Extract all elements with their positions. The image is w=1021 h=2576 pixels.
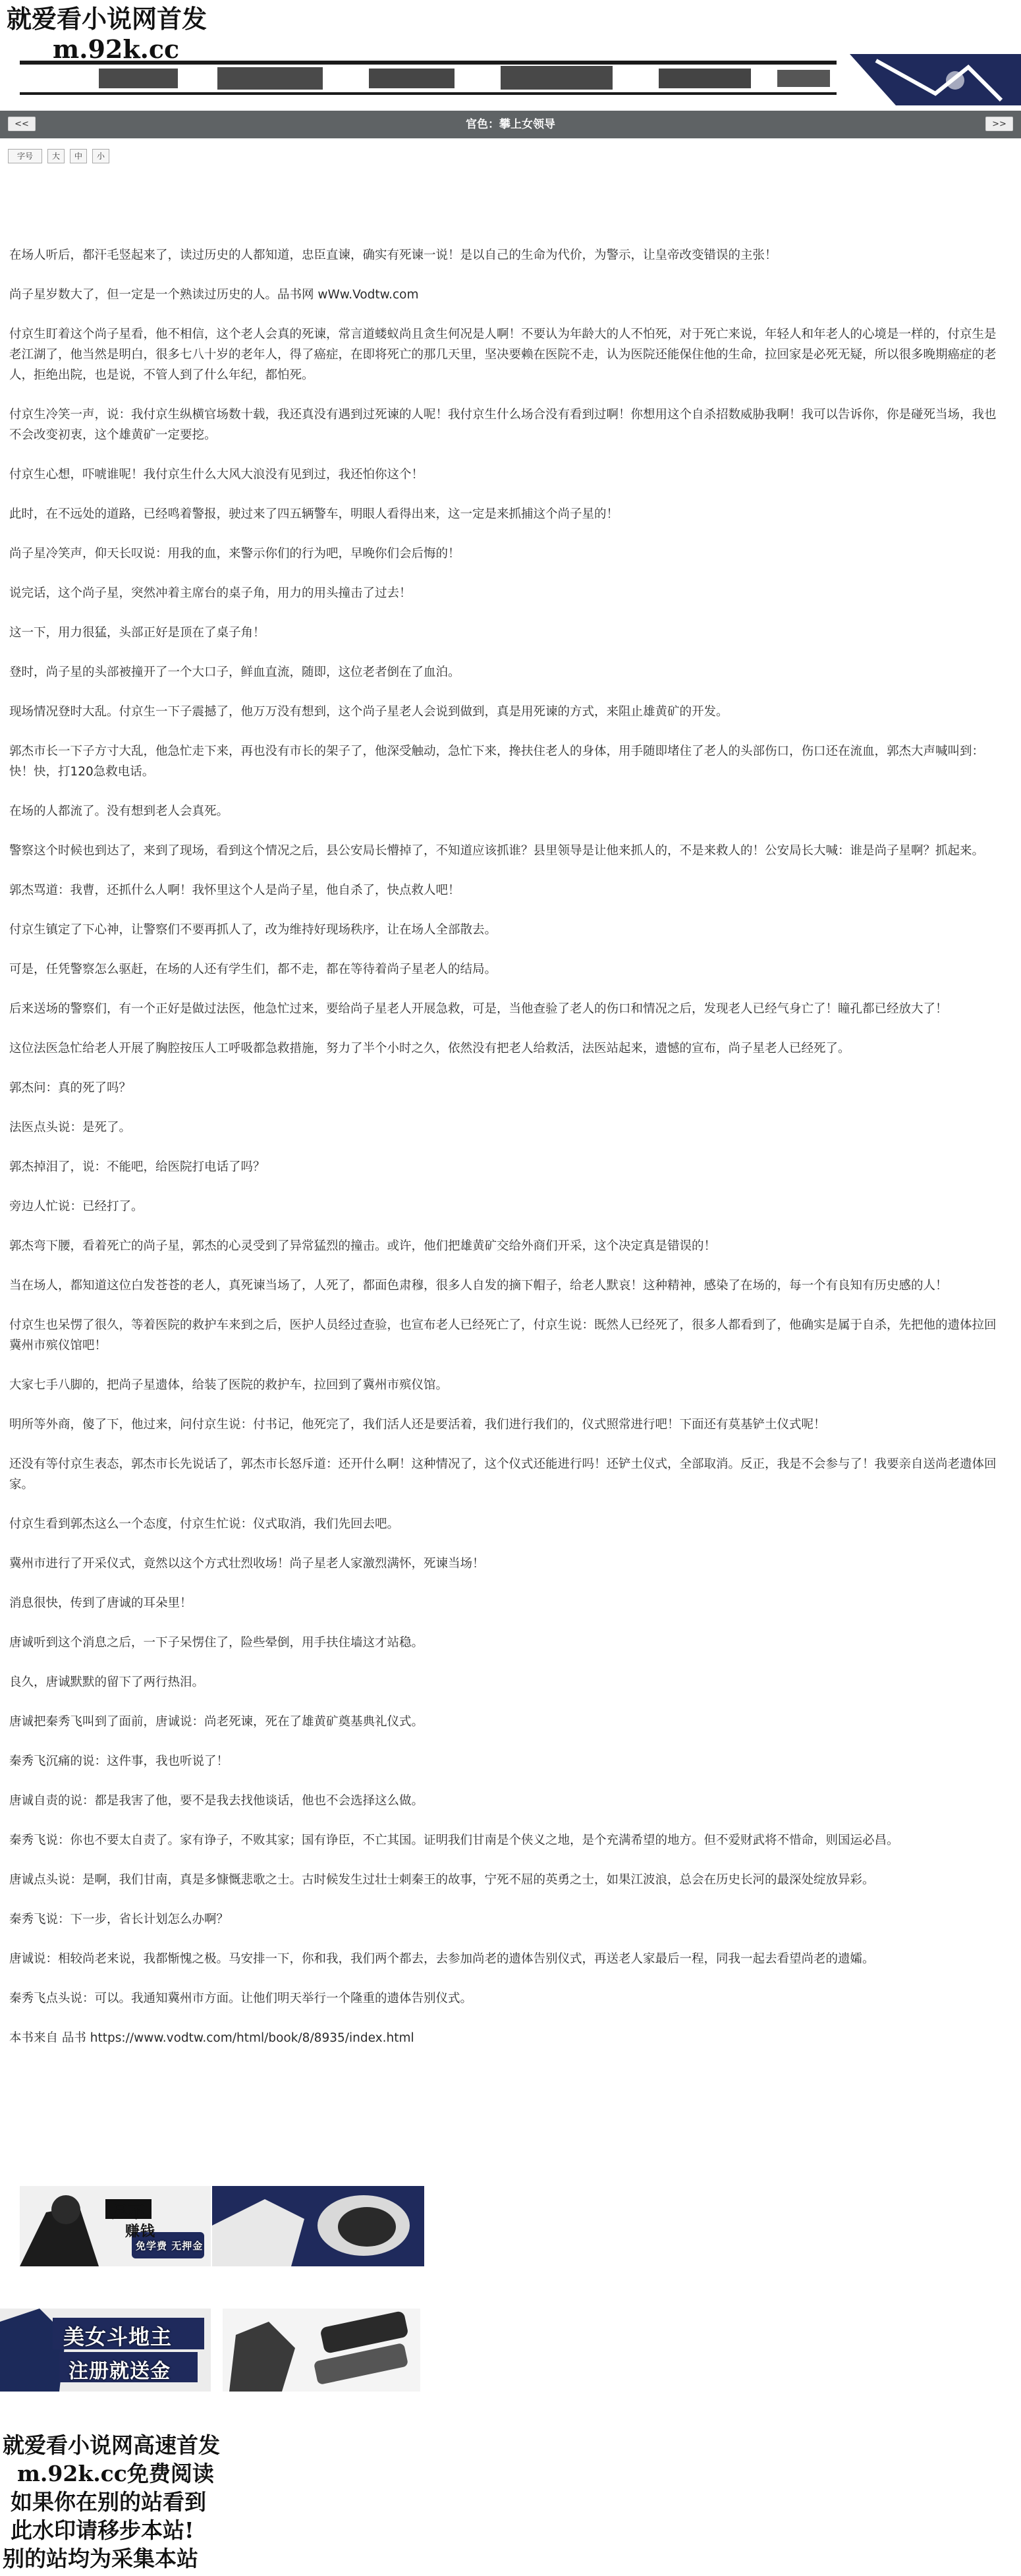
paragraph: 说完话，这个尚子星，突然冲着主席台的桌子角，用力的用头撞击了过去！ (9, 586, 412, 600)
paragraph: 这位法医急忙给老人开展了胸腔按压人工呼吸都急救措施，努力了半个小时之久，依然没有把老人给救活，法医站起来，遗憾的宣布，尚子星老人已经死了。 (9, 1042, 850, 1055)
watermark-bottom (3, 2431, 220, 2573)
paragraph: 当在场人，都知道这位白发苍苍的老人，真死谏当场了，人死了，都面色肃穆，很多人自发的摘下帽子，给老人默哀！这种精神，感染了在场的，每一个有良知有历史感的人！ (9, 1279, 948, 1293)
paragraph: 后来送场的警察们，有一个正好是做过法医，他急忙过来，要给尚子星老人开展急救，可是，当他查验了老人的伤口和情况之后，发现老人已经气身亡了！瞳孔都已经放大了！ (9, 1002, 948, 1016)
paragraph: 郭杰市长一下子方寸大乱，他急忙走下来，再也没有市长的架子了，他深受触动，急忙下来，搀扶住老人的身体，用手随即堵住了老人的头部伤口，伤口还在流血，郭杰大声喊叫到：快！快，打120急救电话。 (9, 744, 985, 779)
watermark-bottom-line: 此水印请移步本站! (11, 2517, 194, 2543)
ad-3-caption-1: 美女斗地主 (63, 2324, 173, 2349)
paragraph: 明所等外商，傻了下，他过来，问付京生说：付书记，他死完了，我们活人还是要活着，我们进行我们的，仪式照常进行吧！下面还有莫基铲土仪式呢！ (9, 1418, 826, 1432)
paragraph: 在场人听后，都汗毛竖起来了，读过历史的人都知道，忠臣直谏，确实有死谏一说！是以自己的生命为代价，为警示，让皇帝改变错误的主张！ (9, 248, 777, 262)
chapter-title: 官色：攀上女领导 (466, 118, 555, 131)
paragraph: 付京生看到郭杰这么一个态度，付京生忙说：仪式取消，我们先回去吧。 (9, 1517, 400, 1531)
paragraph: 郭杰掉泪了，说：不能吧，给医院打电话了吗？ (9, 1160, 265, 1174)
paragraph: 大家七手八脚的，把尚子星遗体，给装了医院的救护车，拉回到了冀州市殡仪馆。 (9, 1378, 449, 1392)
watermark-bottom-line: 如果你在别的站看到 (11, 2489, 206, 2515)
paragraph: 法医点头说：是死了。 (9, 1121, 132, 1134)
paragraph: 秦秀飞沉痛的说：这件事，我也听说了！ (9, 1754, 229, 1768)
paragraph: 付京生也呆愣了很久，等着医院的救护车来到之后，医护人员经过查验，也宣布老人已经死亡了，付京生说：既然人已经死了，很多人都看到了，他确实是属于自杀，先把他的遗体拉回冀州市殡仪馆吧！ (9, 1318, 997, 1353)
paragraph: 可是，任凭警察怎么驱赶，在场的人还有学生们，都不走，都在等待着尚子星老人的结局。 (9, 963, 497, 976)
ad-banner-1[interactable] (20, 2186, 211, 2266)
paragraph: 秦秀飞点头说：可以。我通知冀州市方面。让他们明天举行一个隆重的遗体告别仪式。 (9, 1992, 473, 2005)
watermark-top-line2: m.92k.cc (53, 34, 180, 64)
paragraph: 郭杰骂道：我曹，还抓什么人啊！我怀里这个人是尚子星，他自杀了，快点救人吧！ (9, 883, 460, 897)
ad-3-caption-2: 注册就送金 (69, 2360, 171, 2383)
watermark-bottom-line: 别的站均为采集本站 (3, 2546, 198, 2571)
paragraph: 唐诚点头说：是啊，我们甘南，真是多慷慨悲歌之士。古时候发生过壮士刺秦王的故事，宁死不屈的英勇之士，如果江波浪，总会在历史长河的最深处绽放异彩。 (9, 1873, 875, 1887)
ad-banner-2[interactable] (212, 2186, 424, 2266)
paragraph: 秦秀飞说：下一步，省长计划怎么办啊？ (9, 1913, 229, 1926)
paragraph: 这一下，用力很猛，头部正好是顶在了桌子角！ (9, 626, 265, 640)
next-chapter-button[interactable]: >> (985, 117, 1013, 131)
font-large-button[interactable]: 大 (47, 149, 65, 163)
paragraph: 郭杰问：真的死了吗？ (9, 1081, 132, 1095)
paragraph: 尚子星岁数大了，但一定是一个熟读过历史的人。品书网 wWw.Vodtw.com (9, 288, 419, 302)
prev-chapter-button[interactable]: << (8, 117, 36, 131)
paragraph: 付京生心想，吓唬谁呢！我付京生什么大风大浪没有见到过，我还怕你这个！ (9, 468, 424, 482)
paragraph: 警察这个时候也到达了，来到了现场，看到这个情况之后，县公安局长懵掉了，不知道应该抓谁？县里领导是让他来抓人的，不是来救人的！公安局长大喊：谁是尚子星啊？抓起来。 (9, 844, 985, 858)
paragraph: 此时，在不远处的道路，已经鸣着警报，驶过来了四五辆警车，明眼人看得出来，这一定是来抓捕这个尚子星的！ (9, 507, 619, 521)
paragraph: 登时，尚子星的头部被撞开了一个大口子，鲜血直流，随即，这位老者倒在了血泊。 (9, 665, 460, 679)
paragraph: 良久，唐诚默默的留下了两行热泪。 (9, 1675, 205, 1689)
paragraph: 冀州市进行了开采仪式，竟然以这个方式壮烈收场！尚子星老人家激烈满怀，死谏当场！ (9, 1557, 485, 1571)
font-medium-button[interactable]: 中 (70, 149, 87, 163)
paragraph: 现场情况登时大乱。付京生一下子震撼了，他万万没有想到，这个尚子星老人会说到做到，真是用死谏的方式，来阻止雄黄矿的开发。 (9, 705, 729, 719)
chapter-content (9, 245, 1008, 2067)
ad-1-caption-2: 赚钱 (125, 2223, 156, 2240)
ad-1-graphic (20, 2186, 211, 2266)
font-size-label-button[interactable]: 字号 (8, 149, 42, 163)
paragraph: 付京生盯着这个尚子星看，他不相信，这个老人会真的死谏，常言道蝼蚁尚且贪生何况是人啊！不要认为年龄大的人不怕死，对于死亡来说，年轻人和年老人的心境是一样的，付京生是老江湖了，他当然是明白，很多七八十岁的老年人，得了癌症，在即将死亡的那几天里，坚决要赖在医院不走，认为医院还能保住他的生命，拉回家是必死无疑，所以很多晚期癌症的老人，拒绝出院，也是说，不管人到了什么年纪，都怕死。 (9, 327, 997, 382)
paragraph: 郭杰弯下腰，看着死亡的尚子星，郭杰的心灵受到了异常猛烈的撞击。或许，他们把雄黄矿交给外商们开采，这个决定真是错误的！ (9, 1239, 717, 1253)
chapter-title-bar (0, 111, 1021, 138)
paragraph: 唐诚说：相较尚老来说，我都惭愧之极。马安排一下，你和我，我们两个都去，去参加尚老的遗体告别仪式，再送老人家最后一程，同我一起去看望尚老的遗孀。 (9, 1952, 875, 1966)
paragraph: 尚子星冷笑声，仰天长叹说：用我的血，来警示你们的行为吧，早晚你们会后悔的！ (9, 547, 460, 561)
ad-2-graphic (212, 2186, 424, 2266)
source-link[interactable]: 本书来自 品书 https://www.vodtw.com/html/book/8/8935/index.html (9, 2031, 414, 2045)
paragraph: 消息很快，传到了唐诚的耳朵里！ (9, 1596, 192, 1610)
paragraph: 付京生冷笑一声，说：我付京生纵横官场数十载，我还真没有遇到过死谏的人呢！我付京生什么场合没有看到过啊！你想用这个自杀招数威胁我啊！我可以告诉你，你是碰死当场，我也不会改变初衷，这个雄黄矿一定要挖。 (9, 408, 997, 442)
paragraph: 唐诚自责的说：都是我害了他，要不是我去找他谈话，他也不会选择这么做。 (9, 1794, 424, 1808)
ad-banner-3[interactable] (0, 2309, 211, 2392)
watermark-bottom-line: 就爱看小说网高速首发 (3, 2432, 220, 2458)
ad-banner-4[interactable] (223, 2309, 420, 2392)
font-small-button[interactable]: 小 (92, 149, 109, 163)
paragraph: 唐诚把秦秀飞叫到了面前，唐诚说：尚老死谏，死在了雄黄矿奠基典礼仪式。 (9, 1715, 424, 1729)
watermark-bottom-line: m.92k.cc免费阅读 (17, 2461, 214, 2486)
ad-1-caption-3: 免学费 无押金 (136, 2240, 204, 2252)
paragraph: 还没有等付京生表态，郭杰市长先说话了，郭杰市长怒斥道：还开什么啊！这种情况了，这个仪式还能进行吗！还铲土仪式，全部取消。反正，我是不会参与了！我要亲自送尚老遗体回家。 (9, 1457, 997, 1492)
paragraph: 旁边人忙说：已经打了。 (9, 1200, 144, 1214)
ad-4-graphic (223, 2309, 420, 2392)
watermark-top-line1: 就爱看小说网首发 (7, 4, 207, 34)
watermark-top (7, 4, 207, 65)
paragraph: 唐诚听到这个消息之后，一下子呆愣住了，险些晕倒，用手扶住墙这才站稳。 (9, 1636, 424, 1650)
paragraph: 在场的人都流了。没有想到老人会真死。 (9, 804, 229, 818)
top-banner (0, 0, 1021, 105)
ad-1-caption-1: 足不 (112, 2202, 145, 2222)
font-size-toolbar (8, 149, 109, 165)
paragraph: 付京生镇定了下心神，让警察们不要再抓人了，改为维持好现场秩序，让在场人全部散去。 (9, 923, 497, 937)
paragraph: 秦秀飞说：你也不要太自责了。家有诤子，不败其家；国有诤臣，不亡其国。证明我们甘南是个侠义之地，是个充满希望的地方。但不爱财武将不惜命，则国运必昌。 (9, 1834, 899, 1847)
